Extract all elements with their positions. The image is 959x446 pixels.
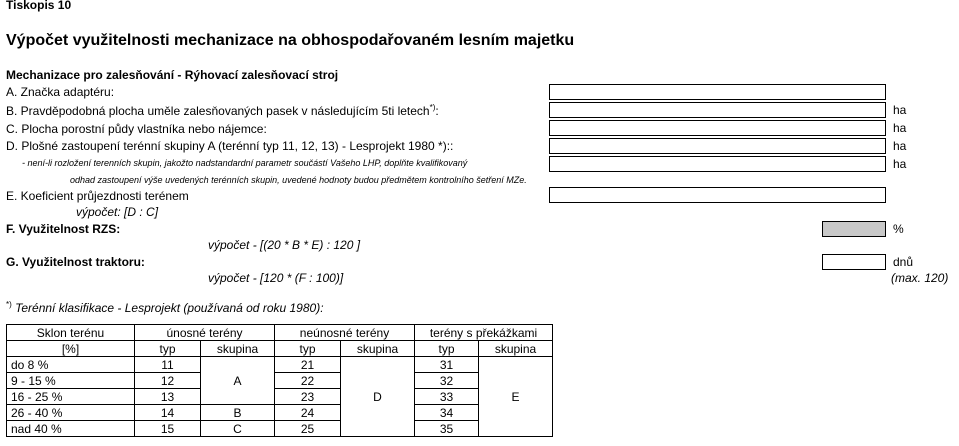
th-neunosne: neúnosné terény (275, 325, 415, 341)
cell-typ: 21 (275, 357, 341, 373)
input-d-estimate[interactable] (549, 156, 886, 172)
formula-f: výpočet - [(20 * B * E) : 120 ] (208, 238, 361, 252)
cell-sklon: nad 40 % (7, 421, 135, 437)
label-b-colon: : (435, 104, 439, 118)
cell-sklon: do 8 % (7, 357, 135, 373)
th-unosne: únosné terény (135, 325, 275, 341)
unit-ha-note: ha (893, 157, 907, 171)
table-row (7, 357, 553, 373)
th-sklon: Sklon terénu (7, 325, 135, 341)
cell-group-e: E (479, 357, 553, 437)
cell-typ: 11 (135, 357, 201, 373)
th-skupina-1: skupina (201, 341, 275, 357)
cell-typ: 33 (415, 389, 479, 405)
th-typ-1: typ (135, 341, 201, 357)
label-b-sup: *) (429, 103, 436, 112)
cell-typ: 31 (415, 357, 479, 373)
label-b-text: B. Pravděpodobná plocha uměle zalesňovaných pasek v následujícím 5ti letech (6, 104, 430, 118)
cell-typ: 35 (415, 421, 479, 437)
unit-ha-d: ha (893, 139, 907, 153)
unit-ha-c: ha (893, 121, 907, 135)
input-a[interactable] (549, 84, 886, 100)
cell-typ: 24 (275, 405, 341, 421)
cell-typ: 15 (135, 421, 201, 437)
cell-typ: 12 (135, 373, 201, 389)
cell-group-c: C (201, 421, 275, 437)
mechanizace-line: Mechanizace pro zalesňování - Rýhovací zalesňovací stroj (6, 68, 339, 82)
table-row (7, 421, 553, 437)
label-e: E. Koeficient průjezdnosti terénem (6, 189, 189, 203)
input-g[interactable] (822, 254, 886, 270)
unit-ha-b: ha (893, 103, 907, 117)
footnote-mark: *) (6, 300, 12, 309)
output-f (822, 221, 886, 237)
unit-dnu-g: dnů (893, 255, 914, 269)
table-header-row (7, 325, 553, 341)
unit-pct-f: % (893, 222, 904, 236)
unit-max-g: (max. 120) (891, 271, 949, 285)
cell-typ: 32 (415, 373, 479, 389)
input-d[interactable] (549, 138, 886, 154)
cell-group-a: A (201, 357, 275, 405)
cell-sklon: 16 - 25 % (7, 389, 135, 405)
label-c: C. Plocha porostní půdy vlastníka nebo nájemce: (6, 122, 267, 136)
cell-typ: 34 (415, 405, 479, 421)
table-row (7, 405, 553, 421)
input-e[interactable] (549, 187, 886, 203)
cell-typ: 23 (275, 389, 341, 405)
cell-typ: 14 (135, 405, 201, 421)
input-c[interactable] (549, 120, 886, 136)
note-line-1: - není-li rozložení terenních skupin, jakožto nadstandardní parametr součástí Vašeho LHP, doplňte kvalifikovaný (22, 158, 468, 168)
th-skupina-3: skupina (479, 341, 553, 357)
cell-sklon: 26 - 40 % (7, 405, 135, 421)
label-g: G. Využitelnost traktoru: (6, 255, 145, 269)
th-pct: [%] (7, 341, 135, 357)
sheet-label: Tiskopis 10 (6, 0, 72, 12)
terrain-table (6, 324, 553, 437)
cell-typ: 25 (275, 421, 341, 437)
th-prekazky: terény s překážkami (415, 325, 553, 341)
label-f: F. Využitelnost RZS: (6, 222, 121, 236)
th-typ-2: typ (275, 341, 341, 357)
th-skupina-2: skupina (341, 341, 415, 357)
formula-g: výpočet - [120 * (F : 100)] (208, 271, 344, 285)
label-b (6, 103, 439, 118)
table-row (7, 389, 553, 405)
formula-e: výpočet: [D : C] (76, 205, 159, 219)
th-typ-3: typ (415, 341, 479, 357)
cell-group-d: D (341, 357, 415, 437)
label-d: D. Plošné zastoupení terénní skupiny A (terénní typ 11, 12, 13) - Lesprojekt 1980 *):: (6, 139, 454, 153)
table-row (7, 373, 553, 389)
label-a: A. Značka adaptéru: (6, 85, 115, 99)
table-subheader-row (7, 341, 553, 357)
footnote-text: Terénní klasifikace - Lesprojekt (používaná od roku 1980): (15, 301, 324, 315)
input-b[interactable] (549, 102, 886, 118)
cell-sklon: 9 - 15 % (7, 373, 135, 389)
footnote (6, 300, 324, 315)
cell-typ: 13 (135, 389, 201, 405)
cell-group-b: B (201, 405, 275, 421)
note-line-2: odhad zastoupení výše uvedených terénních skupin, uvedené hodnoty budou předmětem kontrolního šetření MZe. (70, 175, 527, 185)
page-title: Výpočet využitelnosti mechanizace na obhospodařovaném lesním majetku (6, 32, 575, 49)
cell-typ: 22 (275, 373, 341, 389)
